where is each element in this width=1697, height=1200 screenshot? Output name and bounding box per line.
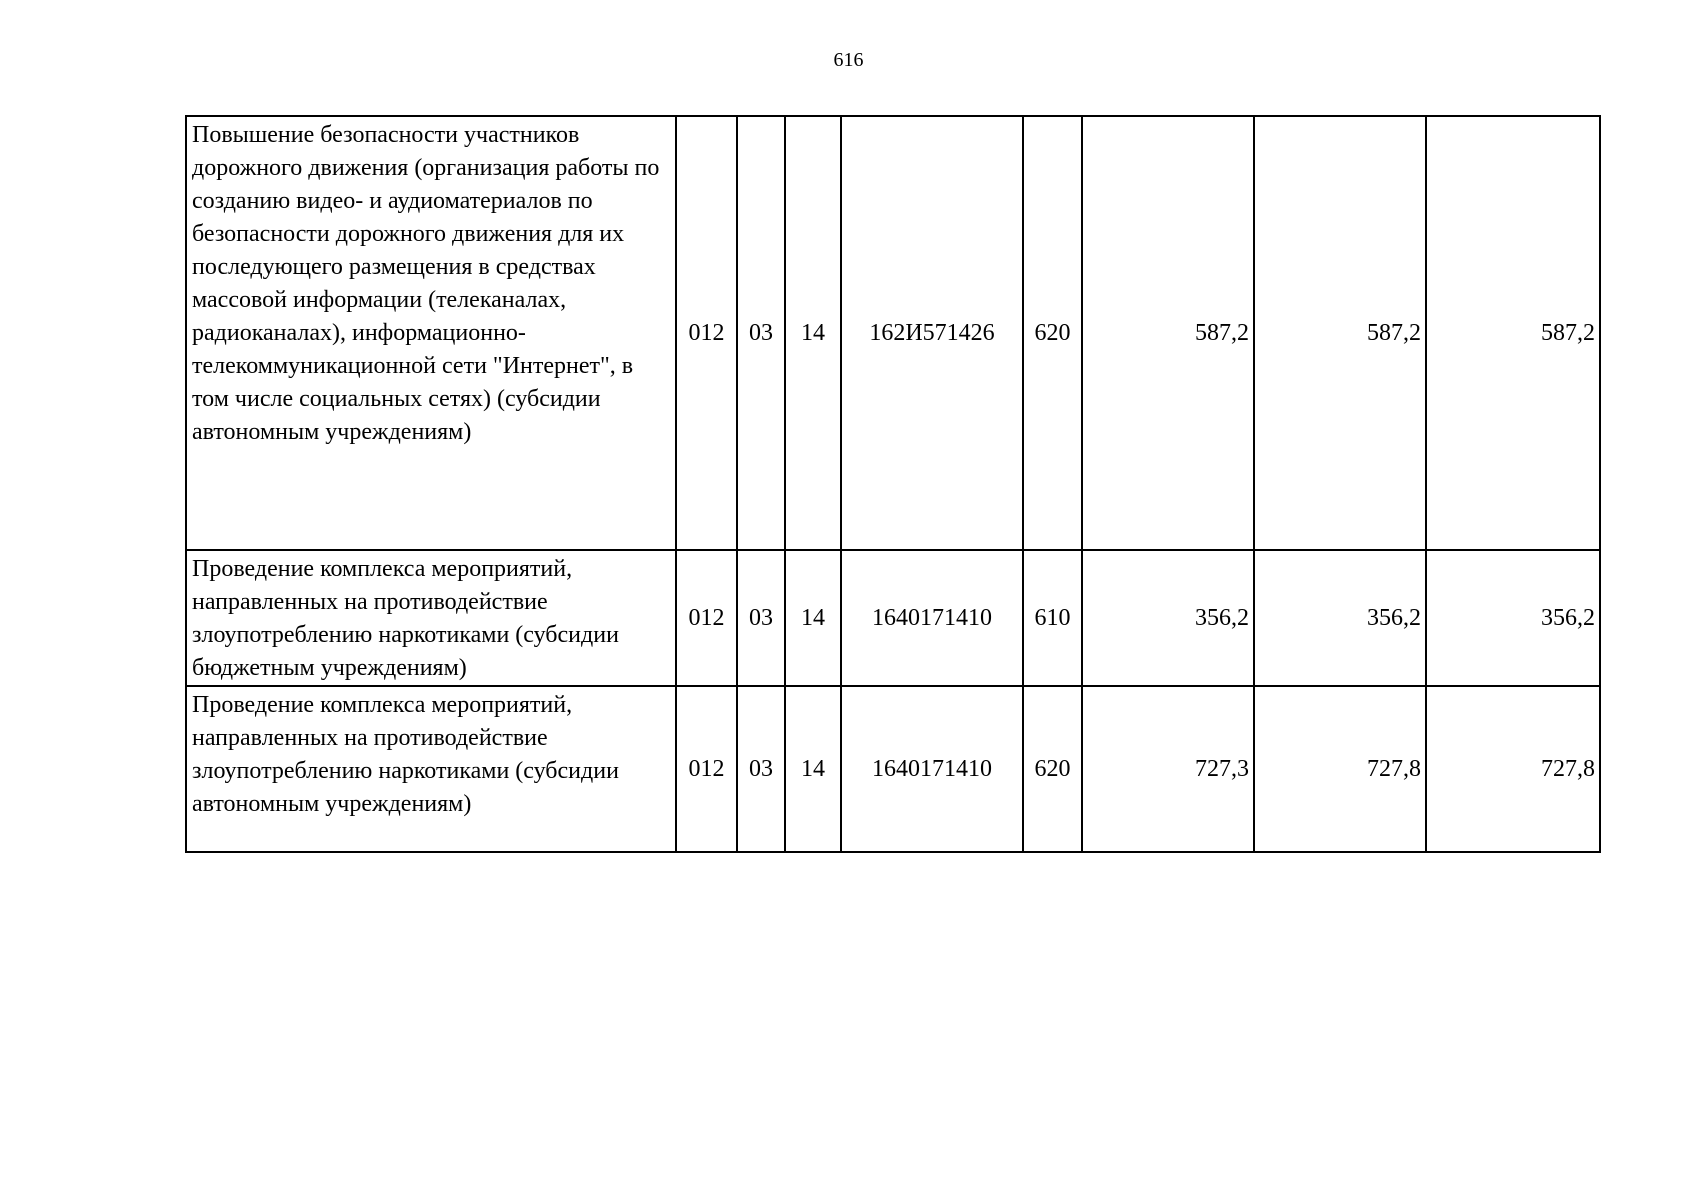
expense-type-code: 610: [1023, 550, 1082, 686]
subsection-code: 14: [785, 686, 841, 852]
expense-type-code: 620: [1023, 116, 1082, 550]
table-row: [186, 550, 1600, 686]
subsection-code: 14: [785, 550, 841, 686]
amount-year-1: 727,3: [1082, 686, 1254, 852]
target-article-code: 162И571426: [841, 116, 1023, 550]
section-code: 03: [737, 116, 785, 550]
amount-year-1: 356,2: [1082, 550, 1254, 686]
page-number: 616: [833, 49, 864, 71]
row-description: Проведение комплекса мероприятий, направленных на противодействие злоупотреблению наркотиками (субсидии бюджетным учреждениям): [186, 550, 676, 686]
amount-year-2: 587,2: [1254, 116, 1426, 550]
ministry-code: 012: [676, 550, 737, 686]
target-article-code: 1640171410: [841, 686, 1023, 852]
budget-table: [185, 115, 1601, 853]
row-description: Повышение безопасности участников дорожного движения (организация работы по созданию видео- и аудиоматериалов по безопасности дорожного движения для их последующего размещения в средствах массовой информации (телеканалах, радиоканалах), информационно-телекоммуникационной сети "Интернет", в том числе социальных сетях) (субсидии автономным учреждениям): [186, 116, 676, 550]
row-description: Проведение комплекса мероприятий, направленных на противодействие злоупотреблению наркотиками (субсидии автономным учреждениям): [186, 686, 676, 852]
table-row: [186, 116, 1600, 550]
section-code: 03: [737, 550, 785, 686]
expense-type-code: 620: [1023, 686, 1082, 852]
section-code: 03: [737, 686, 785, 852]
amount-year-2: 356,2: [1254, 550, 1426, 686]
subsection-code: 14: [785, 116, 841, 550]
table-row: [186, 686, 1600, 852]
target-article-code: 1640171410: [841, 550, 1023, 686]
amount-year-1: 587,2: [1082, 116, 1254, 550]
ministry-code: 012: [676, 686, 737, 852]
amount-year-2: 727,8: [1254, 686, 1426, 852]
amount-year-3: 356,2: [1426, 550, 1600, 686]
ministry-code: 012: [676, 116, 737, 550]
amount-year-3: 727,8: [1426, 686, 1600, 852]
amount-year-3: 587,2: [1426, 116, 1600, 550]
